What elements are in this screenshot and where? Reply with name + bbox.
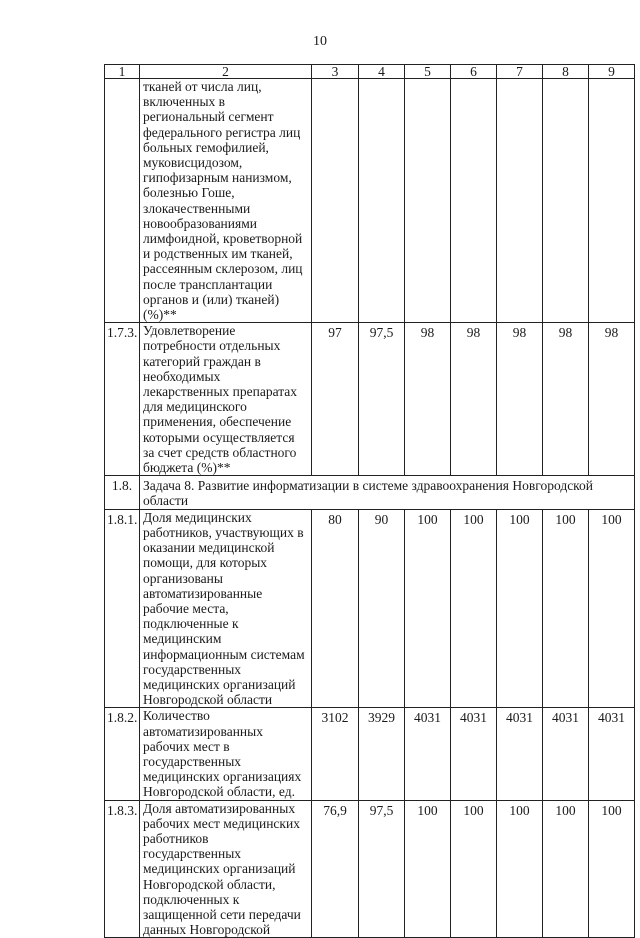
value-cell: 100 [497,509,543,708]
indicator-description: Количество автоматизированных рабочих мест в государственных медицинских организациях Новгородской области, ед. [140,708,312,800]
indicator-description: Удовлетворение потребности отдельных категорий граждан в необходимых лекарственных препаратах для медицинского применения, обеспечение которыми осуществляется за счет средств областного бюджета (%)** [140,323,312,476]
value-cell: 3102 [312,708,359,800]
value-cell: 100 [405,509,451,708]
indicators-table [104,64,635,938]
header-cell: 4 [359,65,405,79]
task-row [105,476,635,509]
indicator-description: Доля медицинских работников, участвующих в оказании медицинской помощи, для которых организованы автоматизированные рабочие места, подключенные к медицинским информационным системам государственных медицинских организаций Новгородской области [140,509,312,708]
value-cell: 98 [589,323,635,476]
table-row [105,79,635,323]
header-cell: 8 [543,65,589,79]
table-row [105,800,635,938]
value-cell: 4031 [497,708,543,800]
header-cell: 2 [140,65,312,79]
value-cell: 76,9 [312,800,359,938]
value-cell: 100 [497,800,543,938]
value-cell: 97 [312,323,359,476]
row-number: 1.8.1. [105,509,140,708]
table-row [105,509,635,708]
value-cell: 3929 [359,708,405,800]
value-cell [589,79,635,323]
value-cell: 80 [312,509,359,708]
value-cell [543,79,589,323]
value-cell: 98 [451,323,497,476]
indicator-description: Доля автоматизированных рабочих мест медицинских работников государственных медицинских организаций Новгородской области, подключенных к защищенной сети передачи данных Новгородской [140,800,312,938]
row-number: 1.8. [105,476,140,509]
row-number: 1.7.3. [105,323,140,476]
value-cell: 4031 [589,708,635,800]
value-cell: 100 [589,509,635,708]
value-cell: 98 [497,323,543,476]
value-cell: 100 [405,800,451,938]
value-cell: 4031 [405,708,451,800]
header-cell: 7 [497,65,543,79]
header-cell: 6 [451,65,497,79]
indicator-description: тканей от числа лиц, включенных в региональный сегмент федерального регистра лиц больных гемофилией, муковисцидозом, гипофизарным нанизмом, болезнью Гоше, злокачественными новообразованиями лимфоидной, кроветворной и родственных им тканей, рассеянным склерозом, лиц после трансплантации органов и (или) тканей) (%)** [140,79,312,323]
value-cell: 98 [543,323,589,476]
header-cell: 5 [405,65,451,79]
value-cell [451,79,497,323]
value-cell: 100 [589,800,635,938]
table-header-row [105,65,635,79]
value-cell: 97,5 [359,800,405,938]
header-cell: 9 [589,65,635,79]
value-cell: 4031 [451,708,497,800]
value-cell [359,79,405,323]
value-cell [312,79,359,323]
table-row [105,323,635,476]
task-title: Задача 8. Развитие информатизации в системе здравоохранения Новгородской области [140,476,635,509]
header-cell: 1 [105,65,140,79]
value-cell: 100 [543,509,589,708]
value-cell: 97,5 [359,323,405,476]
value-cell: 98 [405,323,451,476]
value-cell: 90 [359,509,405,708]
row-number [105,79,140,323]
value-cell: 100 [451,800,497,938]
value-cell [405,79,451,323]
value-cell [497,79,543,323]
row-number: 1.8.3. [105,800,140,938]
table-row [105,708,635,800]
row-number: 1.8.2. [105,708,140,800]
value-cell: 100 [451,509,497,708]
header-cell: 3 [312,65,359,79]
value-cell: 100 [543,800,589,938]
value-cell: 4031 [543,708,589,800]
page-number: 10 [313,34,327,49]
